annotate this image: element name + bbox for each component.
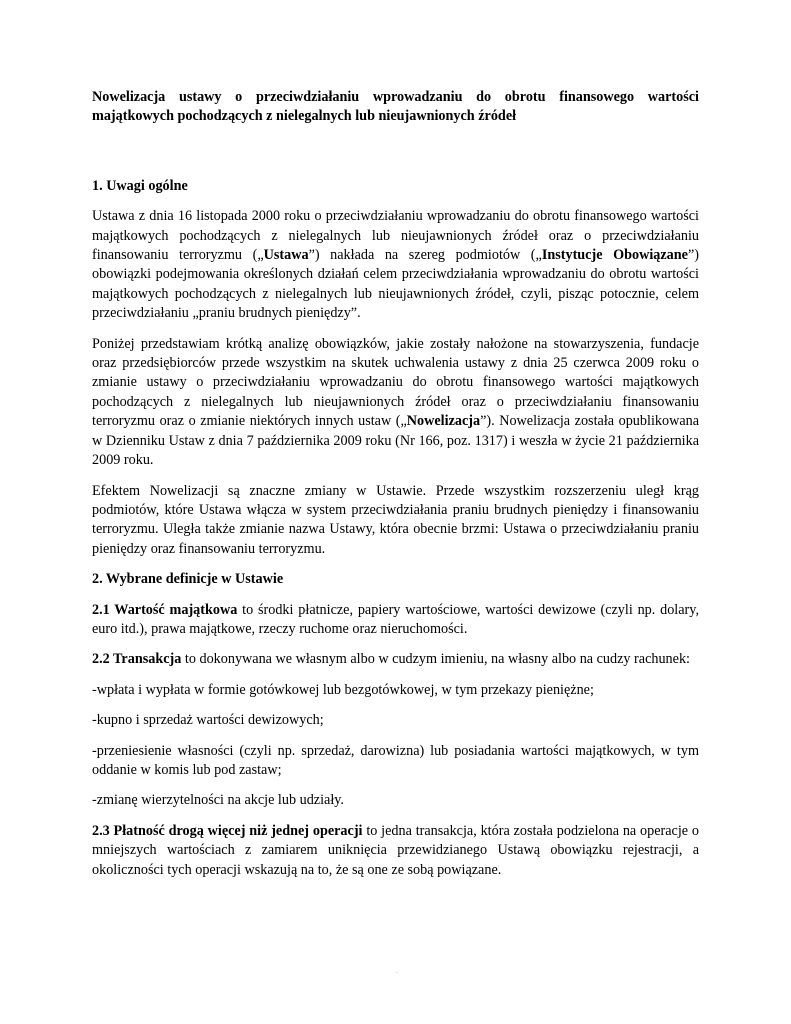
list-item: -wpłata i wypłata w formie gotówkowej lub bezgotówkowej, w tym przekazy pieniężne; <box>92 681 594 698</box>
section-1-paragraph-1 <box>92 207 699 323</box>
definition-wartosc-majatkowa <box>92 601 699 640</box>
definition-term: 2.1 Wartość majątkowa <box>92 601 238 618</box>
document-body <box>92 88 699 891</box>
page-footer-mark: . <box>396 967 398 975</box>
list-item: -kupno i sprzedaż wartości dewizowych; <box>92 712 324 729</box>
document-title: Nowelizacja ustawy o przeciwdziałaniu wprowadzaniu do obrotu finansowego wartości majątkowych pochodzących z nielegalnych lub nieujawnionych źródeł <box>92 89 699 125</box>
defined-term-instytucje-obowiazane: Instytucje Obowiązane <box>541 247 688 264</box>
definition-term: 2.2 Transakcja <box>92 651 182 668</box>
defined-term-ustawa: Ustawa <box>263 247 309 264</box>
text-run: ”) obowiązki podejmowania określonych działań celem przeciwdziałania wprowadzaniu do obrotu wartości majątkowych pochodzących z nielegalnych lub nieujawnionych źródeł, czyli, pisząc potocznie, celem przeciwdziałaniu „praniu brudnych pieniędzy”. <box>92 247 699 322</box>
definition-transakcja <box>92 650 699 669</box>
definition-platnosc <box>92 822 699 880</box>
text-run: ”). Nowelizacja została opublikowana w Dzienniku Ustaw z dnia 7 października 2009 roku (Nr 166, poz. 1317) i weszła w życie 21 października 2009 roku. <box>92 413 700 469</box>
definition-text: to środki płatnicze, papiery wartościowe, wartości dewizowe (czyli np. dolary, euro itd.), prawa majątkowe, rzeczy ruchome oraz nieruchomości. <box>92 601 699 637</box>
definition-text: to jedna transakcja, która została podzielona na operacje o mniejszych wartościach z zamiarem uniknięcia przewidzianego Ustawą obowiązku rejestracji, a okoliczności tych operacji wskazują na to, że są one ze sobą powiązane. <box>92 822 699 878</box>
section-1-heading: 1. Uwagi ogólne <box>92 177 188 194</box>
text-run: Ustawa z dnia 16 listopada 2000 roku o przeciwdziałaniu wprowadzaniu do obrotu finansowego wartości majątkowych pochodzących z nielegalnych lub nieujawnionych źródeł oraz o przeciwdziałaniu finansowaniu terroryzmu („ <box>92 208 699 264</box>
definition-term: 2.3 Płatność drogą więcej niż jednej operacji <box>92 822 363 839</box>
list-item: -zmianę wierzytelności na akcje lub udziały. <box>92 792 344 809</box>
section-2-heading: 2. Wybrane definicje w Ustawie <box>92 571 284 588</box>
defined-term-nowelizacja: Nowelizacja <box>406 413 481 430</box>
section-1-paragraph-3: Efektem Nowelizacji są znaczne zmiany w Ustawie. Przede wszystkim rozszerzeniu uległ krąg podmiotów, które Ustawa włącza w system przeciwdziałania praniu brudnych pieniędzy i finansowaniu terroryzmu. Uległa także zmianie nazwa Ustawy, która obecnie brzmi: Ustawa o przeciwdziałaniu praniu pieniędzy oraz finansowaniu terroryzmu. <box>92 482 699 557</box>
title-spacer <box>92 127 699 177</box>
text-run: Poniżej przedstawiam krótką analizę obowiązków, jakie zostały nałożone na stowarzyszenia, fundacje oraz przedsiębiorców przede wszystkim na skutek uchwalenia ustawy z dnia 25 czerwca 2009 roku o zmianie ustawy o przeciwdziałaniu wprowadzaniu do obrotu finansowego wartości majątkowych pochodzących z nielegalnych lub nieujawnionych źródeł oraz o przeciwdziałaniu finansowaniu terroryzmu oraz o zmianie niektórych innych ustaw („ <box>92 335 699 430</box>
text-run: ”) nakłada na szereg podmiotów („ <box>308 247 542 264</box>
section-1-paragraph-2 <box>92 335 699 471</box>
list-item: -przeniesienie własności (czyli np. sprzedaż, darowizna) lub posiadania wartości majątkowych, w tym oddanie w komis lub pod zastaw; <box>92 742 699 778</box>
definition-text: to dokonywana we własnym albo w cudzym imieniu, na własny albo na cudzy rachunek: <box>181 651 690 668</box>
